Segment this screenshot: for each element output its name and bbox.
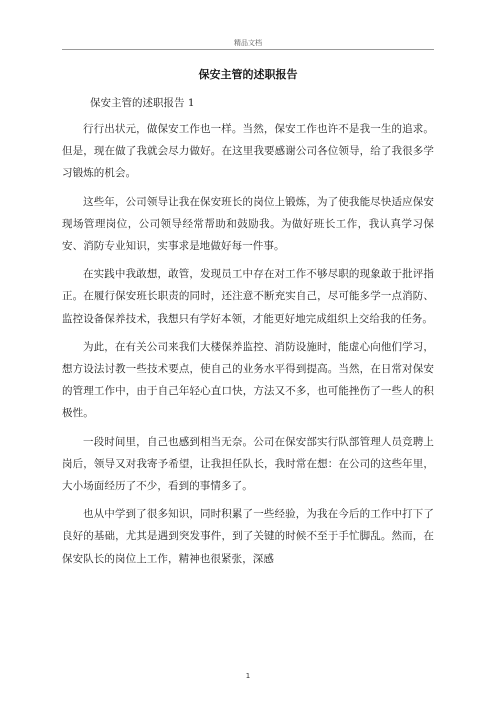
page-header-label: 精品文档 <box>234 39 262 47</box>
document-subtitle: 保安主管的述职报告 1 <box>90 97 195 109</box>
document-body <box>62 92 434 576</box>
body-paragraph: 行行出状元，做保安工作也一样。当然，保安工作也许不是我一生的追求。但是，现在做了我就会尽力做好。在这里我要感谢公司各位领导，给了我很多学习锻炼的机会。 <box>62 123 434 180</box>
page-number: 1 <box>245 672 251 680</box>
document-title: 保安主管的述职报告 <box>198 68 298 81</box>
header-divider <box>62 49 434 50</box>
body-paragraph: 一段时间里，自己也感到相当无奈。公司在保安部实行队部管理人员竞聘上岗后，领导又对我寄予希望，让我担任队长，我时常在想：在公司的这些年里，大小场面经历了不少，看到的事情多了。 <box>62 435 434 493</box>
body-paragraph: 也从中学到了很多知识，同时积累了一些经验，为我在今后的工作中打下了良好的基础，尤其是遇到突发事件，到了关键的时候不至于手忙脚乱。然而，在保安队长的岗位上工作，精神也很紧张，深感 <box>62 508 434 565</box>
body-paragraph: 为此，在有关公司来我们大楼保养监控、消防设施时，能虚心向他们学习，想方设法讨教一些技术要点，使自己的业务水平得到提高。当然，在日常对保安的管理工作中，由于自己年轻心直口快，方法又不多，也可能挫伤了一些人的积极性。 <box>62 340 434 420</box>
body-paragraph: 在实践中我敢想，敢管，发现员工中存在对工作不够尽职的现象敢于批评指正。在履行保安班长职责的同时，还注意不断充实自己，尽可能多学一点消防、监控设备保养技术，我想只有学好本领，才能更好地完成组织上交给我的任务。 <box>62 268 434 325</box>
body-paragraph: 这些年，公司领导让我在保安班长的岗位上锻炼，为了使我能尽快适应保安现场管理岗位，公司领导经常帮助和鼓励我。为做好班长工作，我认真学习保安、消防专业知识，实事求是地做好每一件事。 <box>62 195 434 253</box>
